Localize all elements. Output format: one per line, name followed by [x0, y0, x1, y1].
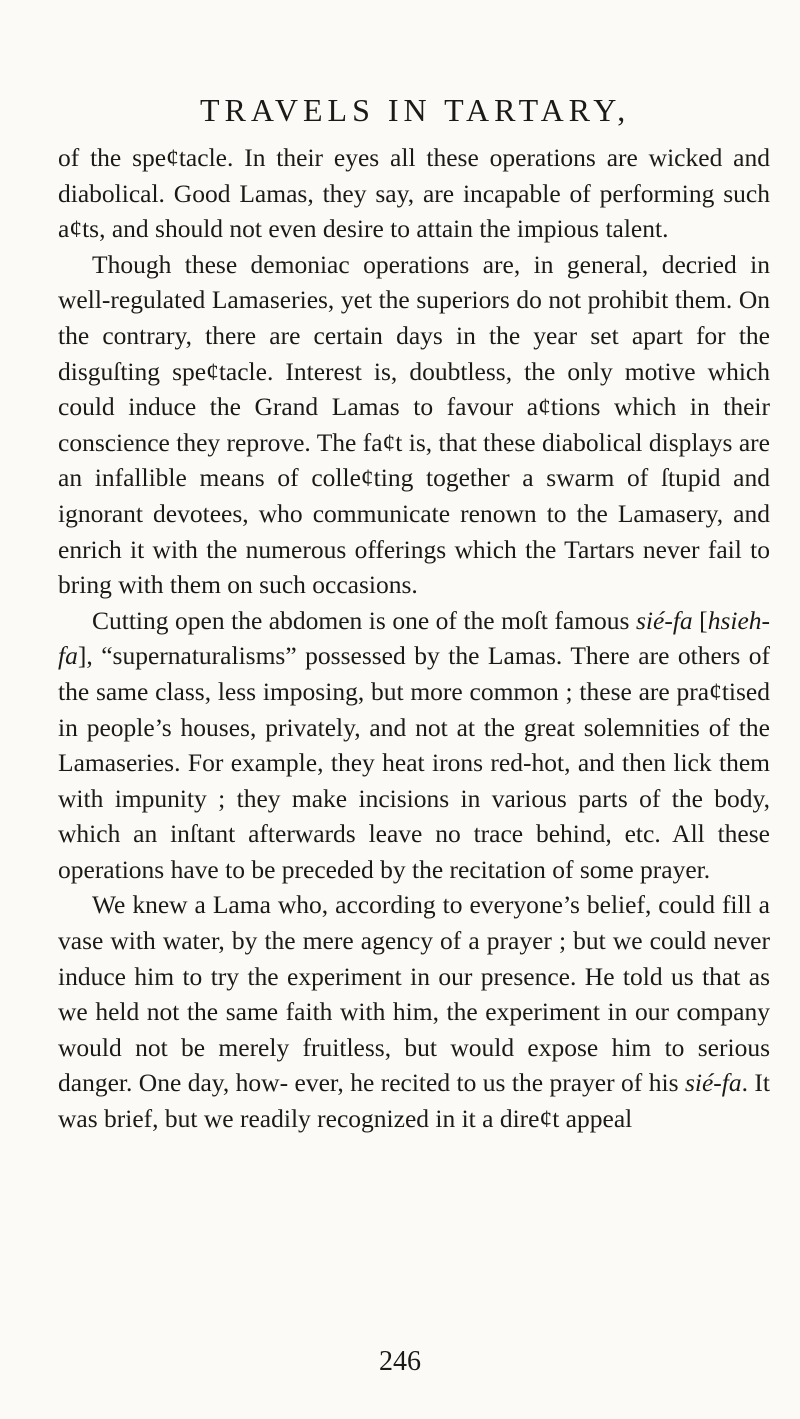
text-run: Though these demoniac operations are, in general, decried in well-regulated Lamaseries, yet the superiors do not prohibit them. On the contrary, there are certain days in the year set apart for the disguſting spe¢tacle. Interest is, doubtless, the only motive which could induce the Grand Lamas to favour a¢tions which in their conscience they reprove. The fa¢t is, that these diabolical displays are an infallible means of colle¢ting together a swarm of ſtupid and ignorant devotees, who communicate renown to the Lamasery, and enrich it with the numerous offerings which the Tartars never fail to bring with them on such occasions. — [58, 249, 770, 600]
paragraph-3 — [58, 603, 770, 888]
text-run: Cutting open the abdomen is one of the moſt famous — [92, 605, 636, 635]
text-run: of the spe¢tacle. In their eyes all these operations are wicked and diabolical. Good Lamas, they say, are incapable of performing such a¢ts, and should not even desire to attain the impious talent. — [58, 143, 770, 244]
page-number: 246 — [379, 1346, 421, 1377]
italic-term: sié-fa — [684, 1068, 742, 1098]
paragraph-4 — [58, 887, 770, 1136]
italic-term: hsieh-fa — [58, 605, 771, 671]
text-run: . It was brief, but we readily recognized in it a dire¢t appeal — [58, 1068, 770, 1134]
paragraph-2 — [58, 247, 770, 603]
running-head: TRAVELS IN TARTARY, — [200, 92, 631, 128]
italic-term: sié-fa — [636, 605, 693, 635]
text-run: ], “supernaturalisms” possessed by the Lamas. There are others of the same class, less imposing, but more common ; these are pra¢tised in people’s houses, privately, and not at the great solemnities of the Lamaseries. For example, they heat irons red-hot, and then lick them with impunity ; they make incisions in various parts of the body, which an inſtant afterwards leave no trace behind, etc. All these operations have to be preceded by the recitation of some prayer. — [58, 641, 770, 884]
body-text — [58, 140, 770, 1137]
paragraph-1 — [58, 140, 770, 247]
text-run: [ — [692, 605, 708, 635]
text-run: We knew a Lama who, according to everyone’s belief, could fill a vase with water, by the mere agency of a prayer ; but we could never induce him to try the experiment in our presence. He told us that as we held not the same faith with him, the experiment in our company would not be merely fruitless, but would expose him to serious danger. One day, how- ever, he recited to us the prayer of his — [58, 890, 770, 1098]
